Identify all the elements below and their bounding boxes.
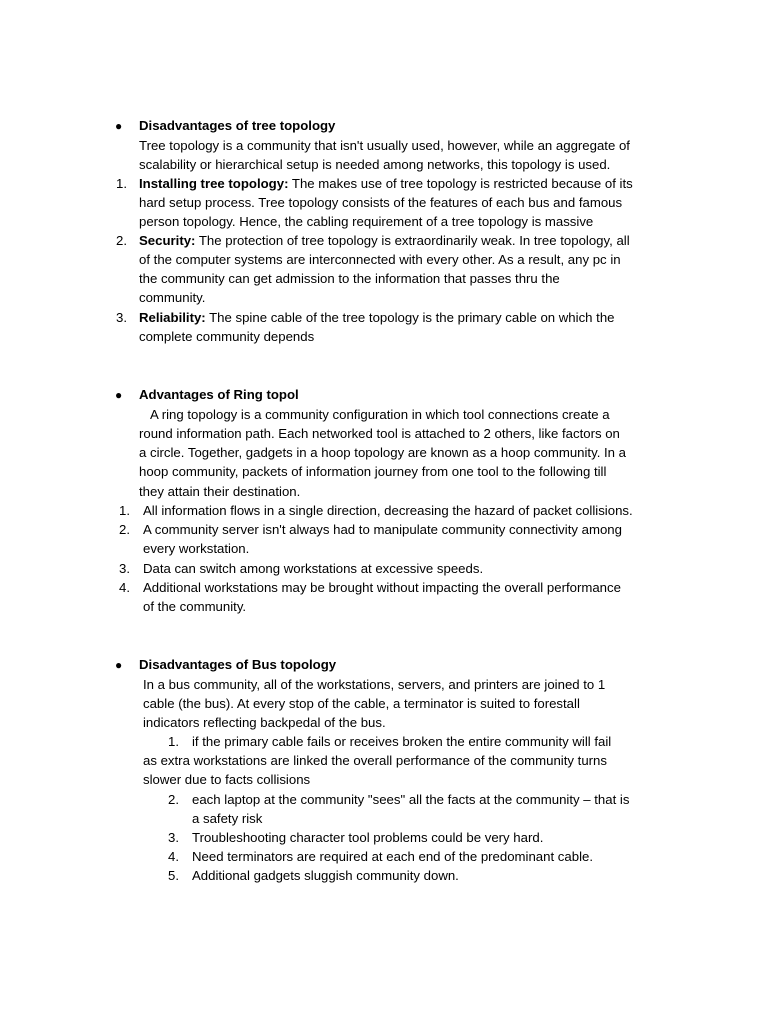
list-item: All information flows in a single direction, decreasing the hazard of packet collisions.	[143, 503, 633, 518]
list-item: Data can switch among workstations at excessive speeds.	[143, 561, 484, 576]
bullet-icon: ●	[115, 388, 123, 402]
paragraph-line: as extra workstations are linked the overall performance of the community turns	[143, 753, 607, 768]
paragraph-line: person topology. Hence, the cabling requirement of a tree topology is massive	[139, 214, 594, 229]
paragraph-line: slower due to facts collisions	[143, 772, 311, 787]
paragraph-line: cable (the bus). At every stop of the cable, a terminator is suited to forestall	[143, 696, 580, 711]
paragraph-line: round information path. Each networked tool is attached to 2 others, like factors on	[139, 426, 620, 441]
list-item: if the primary cable fails or receives broken the entire community will fail	[192, 734, 612, 749]
list-number: 1.	[168, 734, 179, 749]
list-item	[139, 231, 630, 250]
list-number: 4.	[119, 580, 130, 595]
list-number: 2.	[168, 792, 179, 807]
section-heading: Advantages of Ring topol	[139, 387, 299, 402]
paragraph-line: hoop community, packets of information journey from one tool to the following till	[139, 464, 607, 479]
paragraph-line: scalability or hierarchical setup is needed among networks, this topology is used.	[139, 157, 611, 172]
paragraph-line: community.	[139, 290, 206, 305]
paragraph-line: In a bus community, all of the workstations, servers, and printers are joined to 1	[143, 677, 606, 692]
item-term: Security:	[139, 233, 196, 248]
paragraph-line: a circle. Together, gadgets in a hoop topology are known as a hoop community. In a	[139, 445, 627, 460]
paragraph-line: a safety risk	[192, 811, 263, 826]
list-number: 3.	[168, 830, 179, 845]
bullet-icon: ●	[115, 119, 123, 133]
list-number: 1.	[119, 503, 130, 518]
list-item: Additional gadgets sluggish community down.	[192, 868, 459, 883]
list-item	[139, 308, 615, 327]
paragraph-line: every workstation.	[143, 541, 250, 556]
list-item: Troubleshooting character tool problems could be very hard.	[192, 830, 544, 845]
item-term: Reliability:	[139, 310, 206, 325]
list-item: Additional workstations may be brought without impacting the overall performance	[143, 580, 621, 595]
list-item	[139, 174, 633, 193]
paragraph-line: complete community depends	[139, 329, 315, 344]
list-item: A community server isn't always had to manipulate community connectivity among	[143, 522, 622, 537]
paragraph-line: of the computer systems are interconnected with every other. As a result, any pc in	[139, 252, 621, 267]
section-heading: Disadvantages of Bus topology	[139, 657, 337, 672]
paragraph-line: indicators reflecting backpedal of the bus.	[143, 715, 386, 730]
list-number: 5.	[168, 868, 179, 883]
section-heading: Disadvantages of tree topology	[139, 118, 336, 133]
list-number: 3.	[116, 310, 127, 325]
paragraph-line: hard setup process. Tree topology consists of the features of each bus and famous	[139, 195, 623, 210]
paragraph-line: A ring topology is a community configuration in which tool connections create a	[150, 407, 610, 422]
paragraph-line: they attain their destination.	[139, 484, 301, 499]
list-number: 2.	[116, 233, 127, 248]
item-text: The protection of tree topology is extraordinarily weak. In tree topology, all	[195, 233, 630, 248]
list-number: 2.	[119, 522, 130, 537]
list-item: each laptop at the community "sees" all the facts at the community – that is	[192, 792, 630, 807]
list-item: Need terminators are required at each end of the predominant cable.	[192, 849, 593, 864]
bullet-icon: ●	[115, 658, 123, 672]
paragraph-line: of the community.	[143, 599, 247, 614]
paragraph-line: the community can get admission to the information that passes thru the	[139, 271, 560, 286]
list-number: 4.	[168, 849, 179, 864]
paragraph-line: Tree topology is a community that isn't usually used, however, while an aggregate of	[139, 138, 630, 153]
list-number: 1.	[116, 176, 127, 191]
item-text: The spine cable of the tree topology is the primary cable on which the	[205, 310, 615, 325]
list-number: 3.	[119, 561, 130, 576]
item-term: Installing tree topology:	[139, 176, 289, 191]
item-text: The makes use of tree topology is restricted because of its	[288, 176, 633, 191]
